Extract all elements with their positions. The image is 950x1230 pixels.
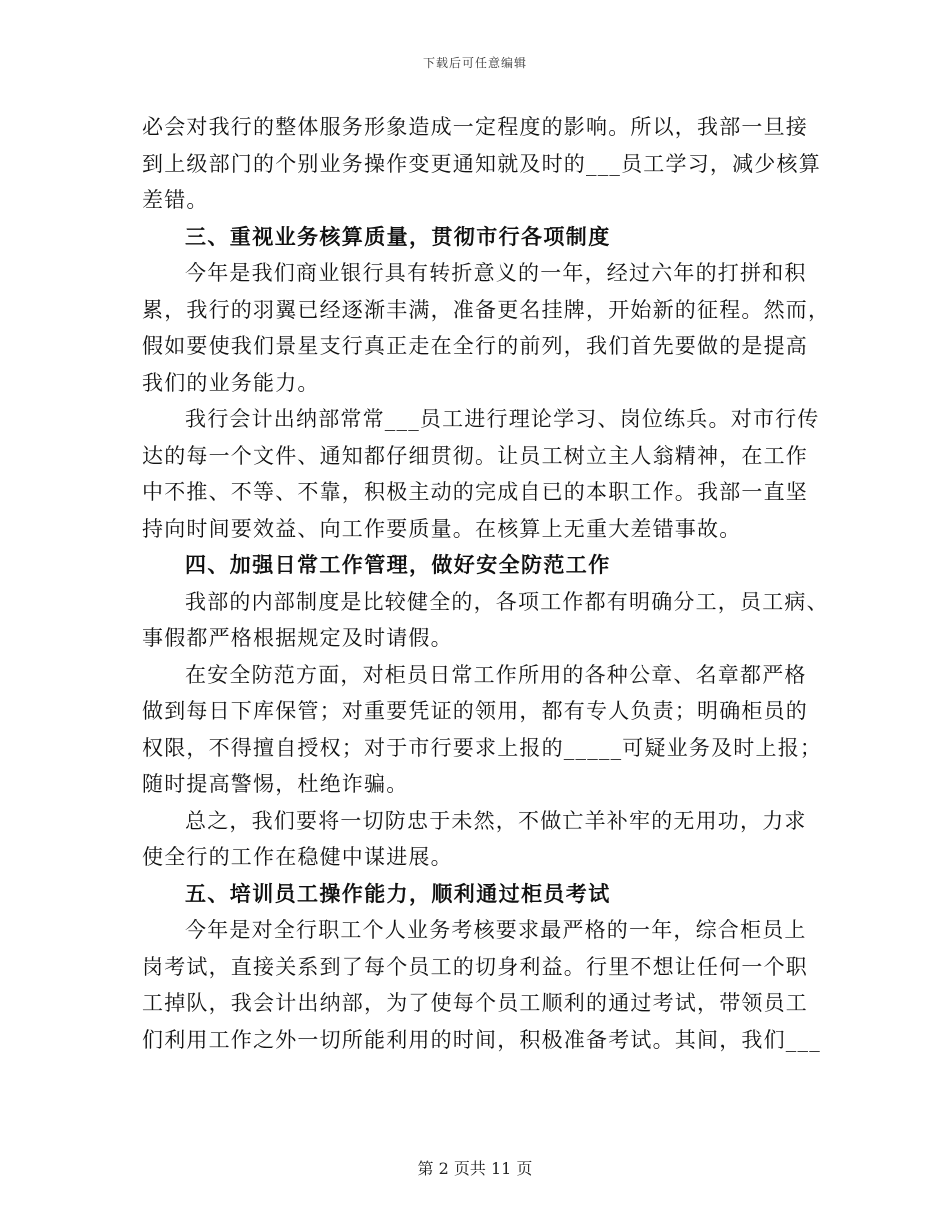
body-line: 持向时间要效益、向工作要质量。在核算上无重大差错事故。: [142, 516, 742, 541]
body-line: 我部的内部制度是比较健全的，各项工作都有明确分工，员工病、: [185, 589, 829, 614]
body-line: 中不推、不等、不靠，积极主动的完成自已的本职工作。我部一直坚: [142, 480, 808, 504]
body-line: 权限，不得擅自授权；对于市行要求上报的_____可疑业务及时上报；: [142, 735, 823, 760]
page-number: 第 2 页共 11 页: [417, 1159, 533, 1178]
body-line: 到上级部门的个别业务操作变更通知就及时的___员工学习，减少核算: [142, 151, 821, 176]
body-line: 达的每一个文件、通知都仔细贯彻。让员工树立主人翁精神，在工作: [142, 443, 808, 468]
body-line: 做到每日下库保管；对重要凭证的领用，都有专人负责；明确柜员的: [142, 699, 808, 723]
body-line: 在安全防范方面，对柜员日常工作所用的各种公章、名章都严格: [185, 662, 807, 687]
body-line: 差错。: [142, 188, 209, 212]
body-line: 我行会计出纳部常常___员工进行理论学习、岗位练兵。对市行传: [185, 407, 820, 431]
body-line: 岗考试，直接关系到了每个员工的切身利益。行里不想让任何一个职: [142, 954, 808, 979]
section-heading: 三、重视业务核算质量，贯彻市行各项制度: [185, 224, 611, 249]
body-line: 必会对我行的整体服务形象造成一定程度的影响。所以，我部一旦接: [142, 115, 808, 139]
body-line: 今年是我们商业银行具有转折意义的一年，经过六年的打拼和积: [185, 261, 807, 285]
body-line: 总之，我们要将一切防忠于未然，不做亡羊补牢的无用功，力求: [185, 808, 807, 833]
body-line: 工掉队，我会计出纳部，为了使每个员工顺利的通过考试，带领员工: [142, 991, 808, 1015]
body-line: 假如要使我们景星支行真正走在全行的前列，我们首先要做的是提高: [142, 334, 808, 358]
body-line: 累，我行的羽翼已经逐渐丰满，准备更名挂牌，开始新的征程。然而，: [142, 297, 831, 322]
section-heading: 四、加强日常工作管理，做好安全防范工作: [185, 553, 611, 577]
section-heading: 五、培训员工操作能力，顺利通过柜员考试: [185, 881, 611, 906]
body-line: 使全行的工作在稳健中谋进展。: [142, 845, 453, 869]
body-line: 事假都严格根据规定及时请假。: [142, 626, 453, 650]
body-line: 们利用工作之外一切所能利用的时间，积极准备考试。其间，我们___: [142, 1027, 821, 1052]
body-line: 随时提高警惕，杜绝诈骗。: [142, 772, 409, 796]
body-line: 今年是对全行职工个人业务考核要求最严格的一年，综合柜员上: [185, 918, 807, 942]
body-line: 我们的业务能力。: [142, 370, 320, 395]
document-body: [142, 109, 831, 1058]
page-header: 下载后可任意编辑: [422, 56, 527, 70]
